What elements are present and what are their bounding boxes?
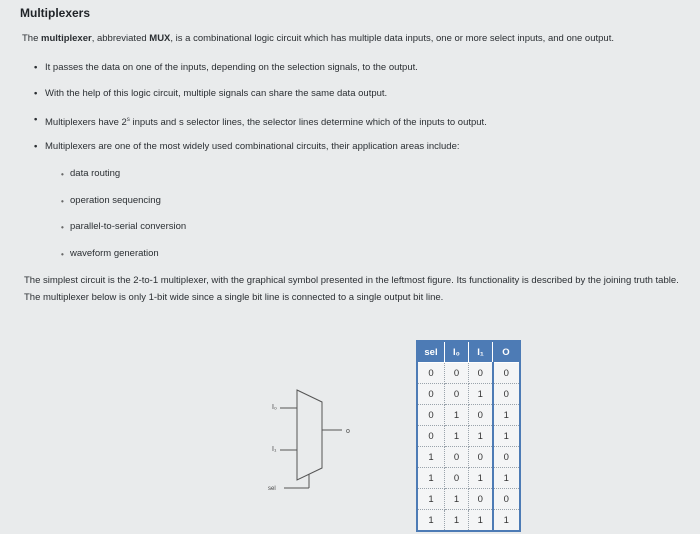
table-cell: 0 <box>469 489 493 510</box>
header-i1: I₁ <box>469 341 493 363</box>
intro-prefix: The <box>22 33 42 44</box>
table-cell: 1 <box>445 426 469 447</box>
sub-bullet-item <box>61 221 187 233</box>
bullet-text: It passes the data on one of the inputs, depending on the selection signals, to the output. <box>45 62 418 73</box>
mux-diagram <box>262 380 362 500</box>
table-cell: 1 <box>417 489 445 510</box>
table-cell: 0 <box>445 384 469 405</box>
bullet-dot-icon: • <box>34 141 38 152</box>
table-cell: 1 <box>493 426 521 447</box>
sub-bullet-text: operation sequencing <box>70 195 161 206</box>
sub-bullet-dot-icon: • <box>61 223 64 232</box>
bullet-item <box>34 62 418 74</box>
table-row <box>417 405 520 426</box>
sub-bullet-item <box>61 195 161 207</box>
bullet-item <box>34 88 388 100</box>
bullet-text: Multiplexers are one of the most widely used combinational circuits, their application areas include: <box>45 141 460 152</box>
table-row <box>417 363 520 384</box>
sub-bullet-dot-icon: • <box>61 170 64 179</box>
intro-term: multiplexer <box>41 33 92 44</box>
table-cell: 1 <box>469 510 493 532</box>
select-label: sel <box>268 486 276 492</box>
table-cell: 1 <box>445 405 469 426</box>
sub-bullet-text: waveform generation <box>70 248 159 259</box>
description-paragraph: The simplest circuit is the 2-to-1 multiplexer, with the graphical symbol presented in the leftmost figure. Its functionality is described by the joining truth table. The multiplexer below is only 1-bit wide since a single bit line is connected to a single output bit line. <box>24 275 679 303</box>
table-cell: 1 <box>417 510 445 532</box>
bullet-text: With the help of this logic circuit, multiple signals can share the same data output. <box>45 88 388 99</box>
header-i0: I₀ <box>445 341 469 363</box>
bullet-dot-icon: • <box>34 62 38 73</box>
input0-label: I₀ <box>272 404 277 411</box>
truth-table-body <box>417 363 520 532</box>
table-cell: 0 <box>417 426 445 447</box>
table-cell: 1 <box>417 447 445 468</box>
table-cell: 1 <box>469 468 493 489</box>
page-title: Multiplexers <box>20 6 91 20</box>
table-cell: 0 <box>417 363 445 384</box>
table-cell: 0 <box>445 363 469 384</box>
intro-middle: , abbreviated <box>91 33 150 44</box>
table-cell: 0 <box>417 384 445 405</box>
intro-paragraph <box>22 33 692 45</box>
table-row <box>417 426 520 447</box>
truth-table-header <box>417 341 520 363</box>
bullet-item <box>34 114 487 129</box>
table-cell: 0 <box>469 447 493 468</box>
table-cell: 1 <box>493 468 521 489</box>
table-row <box>417 489 520 510</box>
table-cell: 1 <box>445 489 469 510</box>
sub-bullet-text: data routing <box>70 168 121 179</box>
sub-bullet-item <box>61 168 121 180</box>
bullet-dot-icon: • <box>34 88 38 99</box>
table-cell: 0 <box>469 363 493 384</box>
table-cell: 0 <box>493 384 521 405</box>
sub-bullet-item <box>61 248 159 260</box>
header-o: O <box>493 341 521 363</box>
bullet-item <box>34 141 460 153</box>
table-cell: 0 <box>493 363 521 384</box>
table-cell: 1 <box>469 426 493 447</box>
table-cell: 0 <box>417 405 445 426</box>
intro-suffix: , is a combinational logic circuit which has multiple data inputs, one or more select inputs, and one output. <box>170 33 614 44</box>
table-cell: 1 <box>445 510 469 532</box>
table-cell: 1 <box>417 468 445 489</box>
table-row <box>417 447 520 468</box>
table-row <box>417 384 520 405</box>
bullet-text-before: Multiplexers have 2 <box>45 117 127 128</box>
output-label: o <box>346 428 350 435</box>
table-cell: 1 <box>493 405 521 426</box>
intro-abbr: MUX <box>149 33 171 44</box>
sub-bullet-dot-icon: • <box>61 250 64 259</box>
truth-table <box>416 340 521 532</box>
table-cell: 0 <box>445 468 469 489</box>
table-cell: 0 <box>493 447 521 468</box>
table-cell: 1 <box>493 510 521 532</box>
sub-bullet-dot-icon: • <box>61 197 64 206</box>
bullet-text-after: inputs and s selector lines, the selector lines determine which of the inputs to output. <box>129 117 487 128</box>
mux-trapezoid <box>297 390 322 480</box>
table-cell: 0 <box>493 489 521 510</box>
input1-label: I₁ <box>272 446 277 453</box>
table-cell: 1 <box>469 384 493 405</box>
table-cell: 0 <box>469 405 493 426</box>
table-row <box>417 510 520 532</box>
table-row <box>417 468 520 489</box>
header-sel: sel <box>417 341 445 363</box>
bullet-superscript: s <box>126 117 130 123</box>
sub-bullet-text: parallel-to-serial conversion <box>70 221 187 232</box>
table-cell: 0 <box>445 447 469 468</box>
bullet-dot-icon: • <box>34 114 38 125</box>
